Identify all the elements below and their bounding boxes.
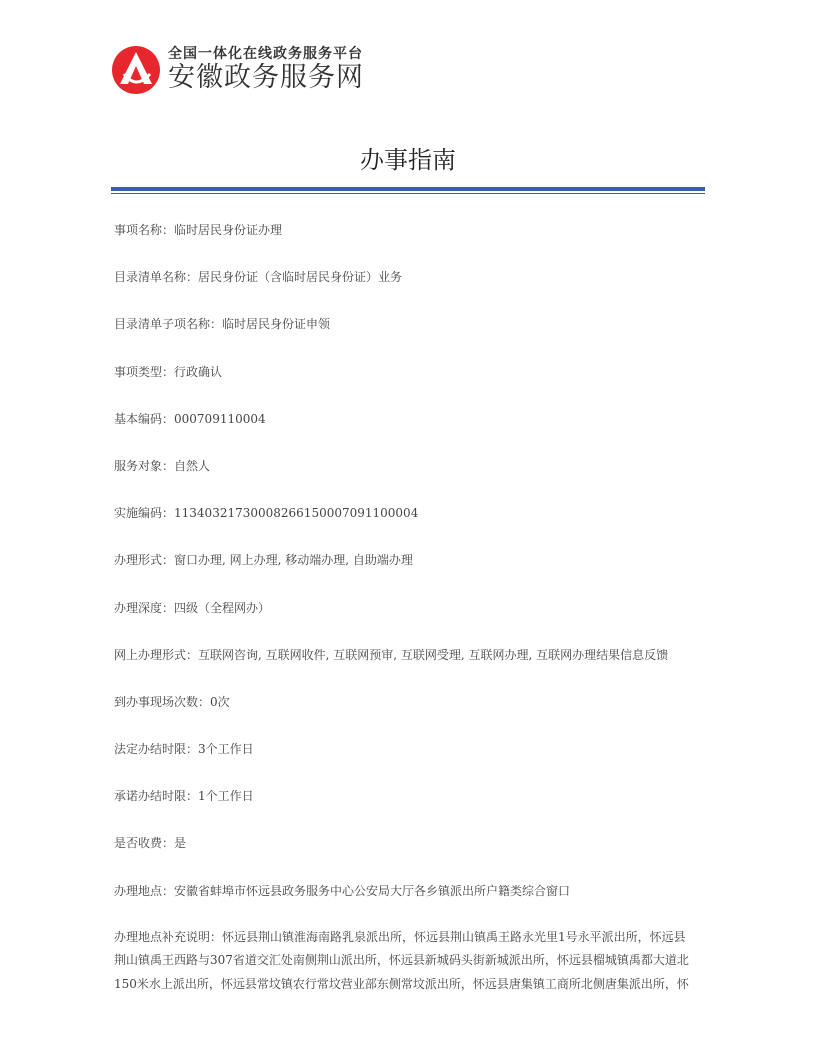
- guide-fields: [114, 222, 694, 996]
- field-value: 临时居民身份证申领: [222, 317, 331, 332]
- field-promised-deadline: [114, 788, 694, 835]
- field-fee: [114, 835, 694, 882]
- field-visit-count: [114, 694, 694, 741]
- field-label: 服务对象：: [114, 458, 175, 473]
- field-label: 网上办理形式：: [114, 647, 199, 662]
- field-value: 0次: [210, 694, 230, 709]
- field-value: 互联网咨询, 互联网收件, 互联网预审, 互联网受理, 互联网办理, 互联网办理结果信息反馈: [198, 647, 669, 662]
- page-title: 办事指南: [360, 146, 456, 174]
- field-value: 1个工作日: [198, 789, 254, 804]
- field-value: 怀远县荆山镇淮海南路乳泉派出所，怀远县荆山镇禹王路永光里1号永平派出所，怀远县荆山镇禹王西路与307省道交汇处南侧荆山派出所，怀远县新城码头街新城派出所，怀远县榴城镇禹都大道北150米水上派出所，怀远县常坟镇农行常坟营业部东侧常坟派出所，怀远县唐集镇工商所北侧唐集派出所，怀: [114, 929, 689, 991]
- field-value: 安徽省蚌埠市怀远县政务服务中心公安局大厅各乡镇派出所户籍类综合窗口: [174, 883, 571, 898]
- field-catalog-name: [114, 269, 694, 316]
- title-divider-thin: [111, 193, 705, 194]
- site-header: [110, 44, 364, 96]
- title-divider-thick: [111, 187, 705, 191]
- field-item-name: [114, 222, 694, 269]
- field-implementation-code: [114, 505, 694, 552]
- field-value: 自然人: [174, 458, 211, 473]
- field-value: 四级（全程网办）: [174, 600, 271, 615]
- field-label: 目录清单名称：: [114, 270, 199, 285]
- field-item-type: [114, 364, 694, 411]
- field-value: 000709110004: [174, 411, 266, 426]
- field-label: 办理形式：: [114, 553, 175, 568]
- field-label: 目录清单子项名称：: [114, 317, 223, 332]
- field-value: 临时居民身份证办理: [174, 223, 283, 237]
- field-label: 办理地点：: [114, 883, 175, 898]
- field-value: 3个工作日: [198, 742, 254, 757]
- field-label: 基本编码：: [114, 411, 175, 426]
- field-label: 办理地点补充说明：: [114, 929, 223, 944]
- field-label: 法定办结时限：: [114, 742, 199, 757]
- site-name: 安徽政务服务网: [168, 62, 364, 93]
- field-value: 是: [174, 836, 187, 851]
- field-handling-form: [114, 552, 694, 599]
- field-label: 是否收费：: [114, 836, 175, 851]
- anhui-service-logo-icon: [110, 44, 162, 96]
- field-value: 行政确认: [174, 364, 223, 379]
- field-value: 窗口办理, 网上办理, 移动端办理, 自助端办理: [174, 553, 413, 568]
- field-catalog-subitem: [114, 316, 694, 363]
- field-handling-depth: [114, 600, 694, 647]
- field-service-target: [114, 458, 694, 505]
- field-basic-code: [114, 411, 694, 458]
- platform-name: 全国一体化在线政务服务平台: [168, 46, 363, 62]
- field-label: 到办事现场次数：: [114, 694, 211, 709]
- field-location: [114, 883, 694, 930]
- field-online-form: [114, 647, 694, 694]
- field-label: 实施编码：: [114, 506, 175, 521]
- field-label: 承诺办结时限：: [114, 789, 199, 804]
- field-value: 11340321730008266150007091100004: [174, 506, 419, 521]
- field-legal-deadline: [114, 741, 694, 788]
- field-value: 居民身份证（含临时居民身份证）业务: [198, 270, 403, 285]
- field-location-note: [114, 926, 694, 997]
- field-label: 事项类型：: [114, 364, 175, 379]
- field-label: 办理深度：: [114, 600, 175, 615]
- field-label: 事项名称：: [114, 223, 175, 237]
